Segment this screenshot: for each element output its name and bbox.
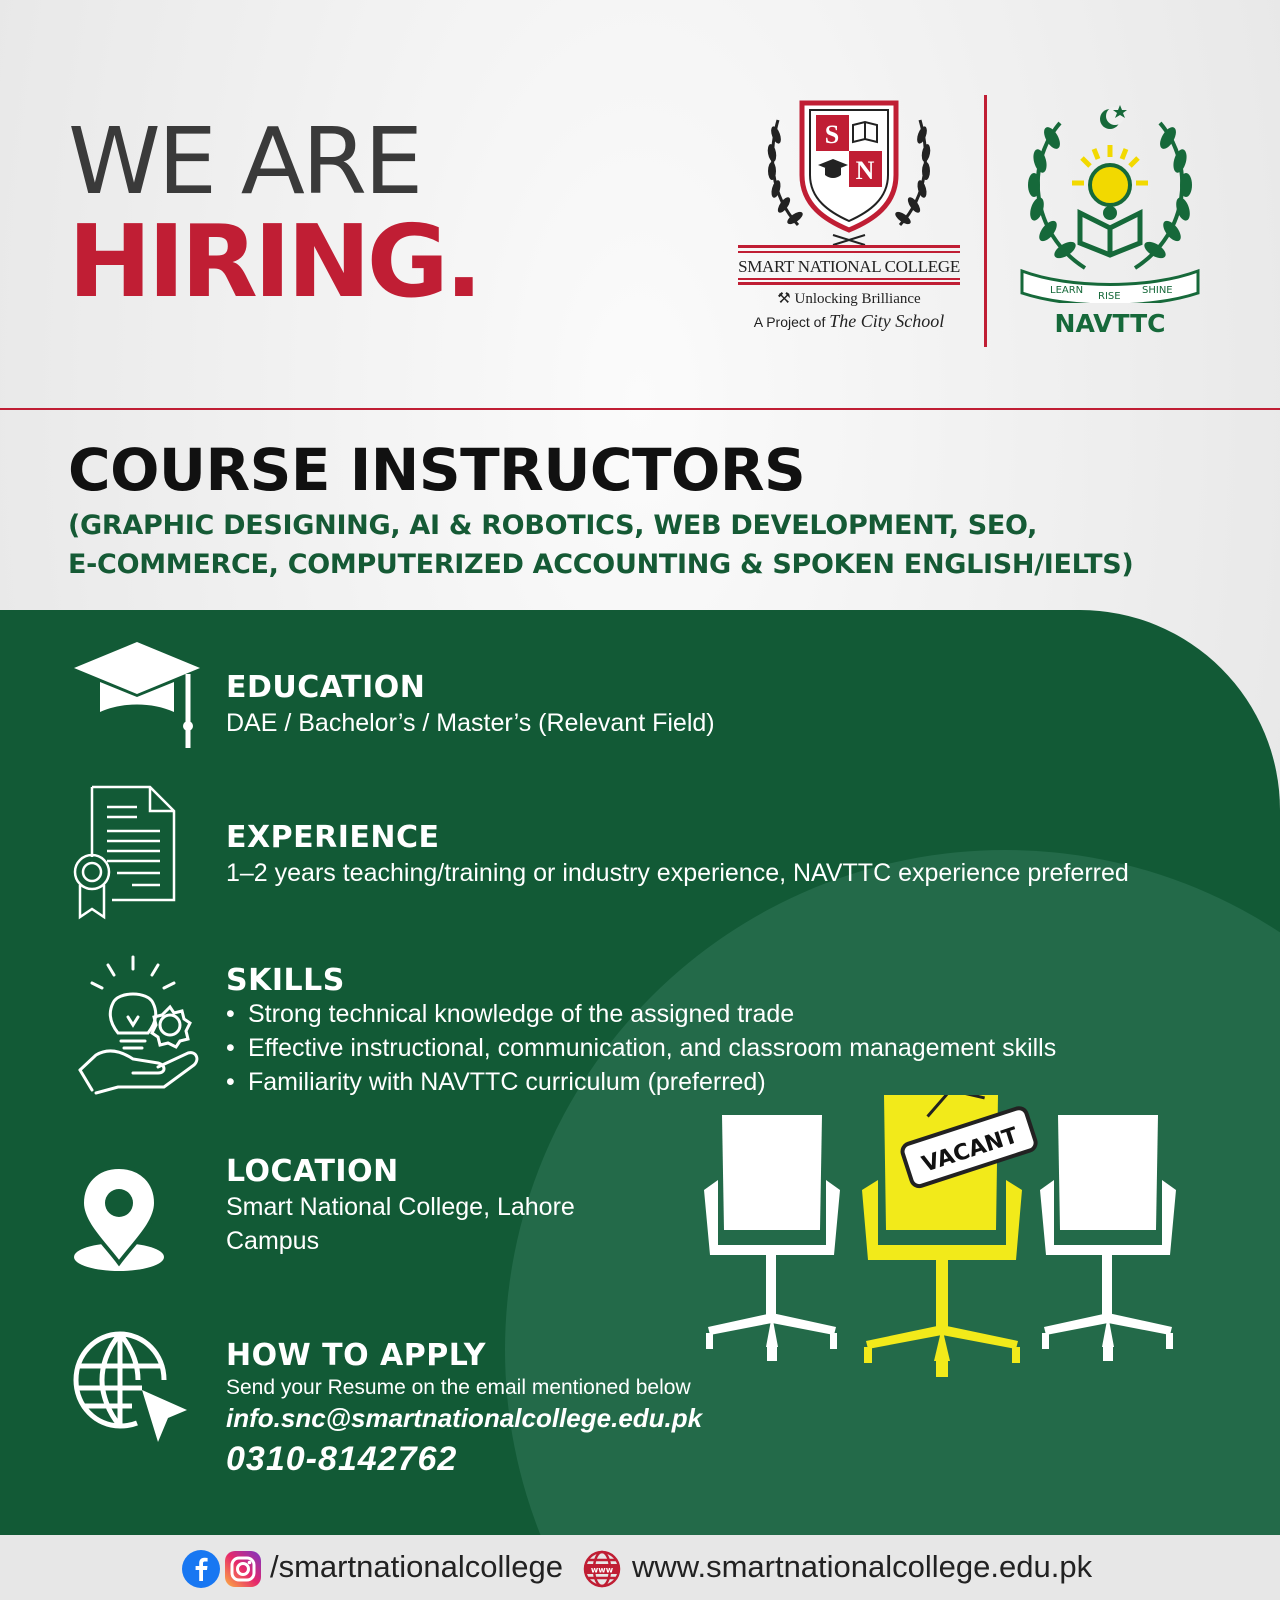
project-of-line [738,311,960,332]
graduation-cap-icon [72,640,202,752]
apply-instructions: Send your Resume on the email mentioned below [226,1376,691,1399]
job-title: COURSE INSTRUCTORS [68,436,806,504]
white-chair-left-icon [704,1115,840,1361]
location-line2: Campus [226,1227,320,1255]
ribbon-shine: SHINE [1142,285,1173,296]
college-tagline [738,289,960,308]
skill-item: • Strong technical knowledge of the assigned trade [226,997,1056,1031]
college-name: SMART NATIONAL COLLEGE [738,257,960,276]
ribbon-rise: RISE [1098,291,1121,302]
instagram-icon[interactable] [224,1550,262,1588]
apply-email-link[interactable]: info.snc@smartnationalcollege.edu.pk [226,1403,703,1433]
facebook-icon[interactable] [182,1550,220,1588]
navttc-emblem-icon [1010,103,1210,303]
project-prefix: A Project of [753,314,826,330]
logo-letter-s: S [824,120,840,149]
map-pin-icon [72,1165,167,1275]
globe-cursor-icon [72,1330,192,1450]
headline-hiring: HIRING. [68,203,479,320]
city-school-name: The City School [829,311,945,331]
job-subtitle-line1: (GRAPHIC DESIGNING, AI & ROBOTICS, WEB DEVELOPMENT, SEO, [68,510,1038,541]
svg-text:www: www [590,1565,614,1575]
header-divider [0,408,1280,410]
skill-item: • Familiarity with NAVTTC curriculum (preferred) [226,1065,1056,1099]
requirements-panel [0,610,1280,1535]
location-heading: LOCATION [226,1154,399,1189]
lightbulb-gear-hand-icon [78,955,203,1095]
education-heading: EDUCATION [226,670,426,705]
vacant-chairs-illustration [700,1095,1220,1415]
white-chair-right-icon [1040,1115,1176,1361]
education-text: DAE / Bachelor’s / Master’s (Relevant Field) [226,709,715,737]
apply-heading: HOW TO APPLY [226,1338,486,1373]
logo-divider [984,95,987,347]
navttc-logo [1010,103,1210,343]
vacant-sign-text: VACANT [919,1123,1022,1178]
certificate-document-icon [72,785,177,920]
apply-phone-number[interactable]: 0310-8142762 [226,1440,458,1478]
logo-letter-n: N [855,156,875,185]
navttc-name: NAVTTC [1054,309,1166,338]
website-link[interactable]: www.smartnationalcollege.edu.pk [632,1549,1093,1584]
social-handle-link[interactable]: /smartnationalcollege [270,1549,563,1584]
tools-icon: ⚒ [777,291,795,307]
skills-heading: SKILLS [226,963,345,998]
logos-group [738,95,1218,355]
headline-we-are: WE ARE [68,108,421,215]
experience-text: 1–2 years teaching/training or industry experience, NAVTTC experience preferred [226,859,1129,887]
job-subtitle-line2: E-COMMERCE, COMPUTERIZED ACCOUNTING & SPOKEN ENGLISH/IELTS) [68,549,1134,580]
footer [0,1535,1280,1600]
location-line1: Smart National College, Lahore [226,1193,575,1221]
skill-item: • Effective instructional, communication, and classroom management skills [226,1031,1056,1065]
hiring-headline [68,108,479,320]
experience-heading: EXPERIENCE [226,820,440,855]
job-subtitle [68,506,1248,584]
globe-www-icon [582,1549,622,1589]
ribbon-learn: LEARN [1050,285,1084,296]
college-tagline-text: Unlocking Brilliance [794,291,921,307]
skills-list [226,997,1056,1099]
